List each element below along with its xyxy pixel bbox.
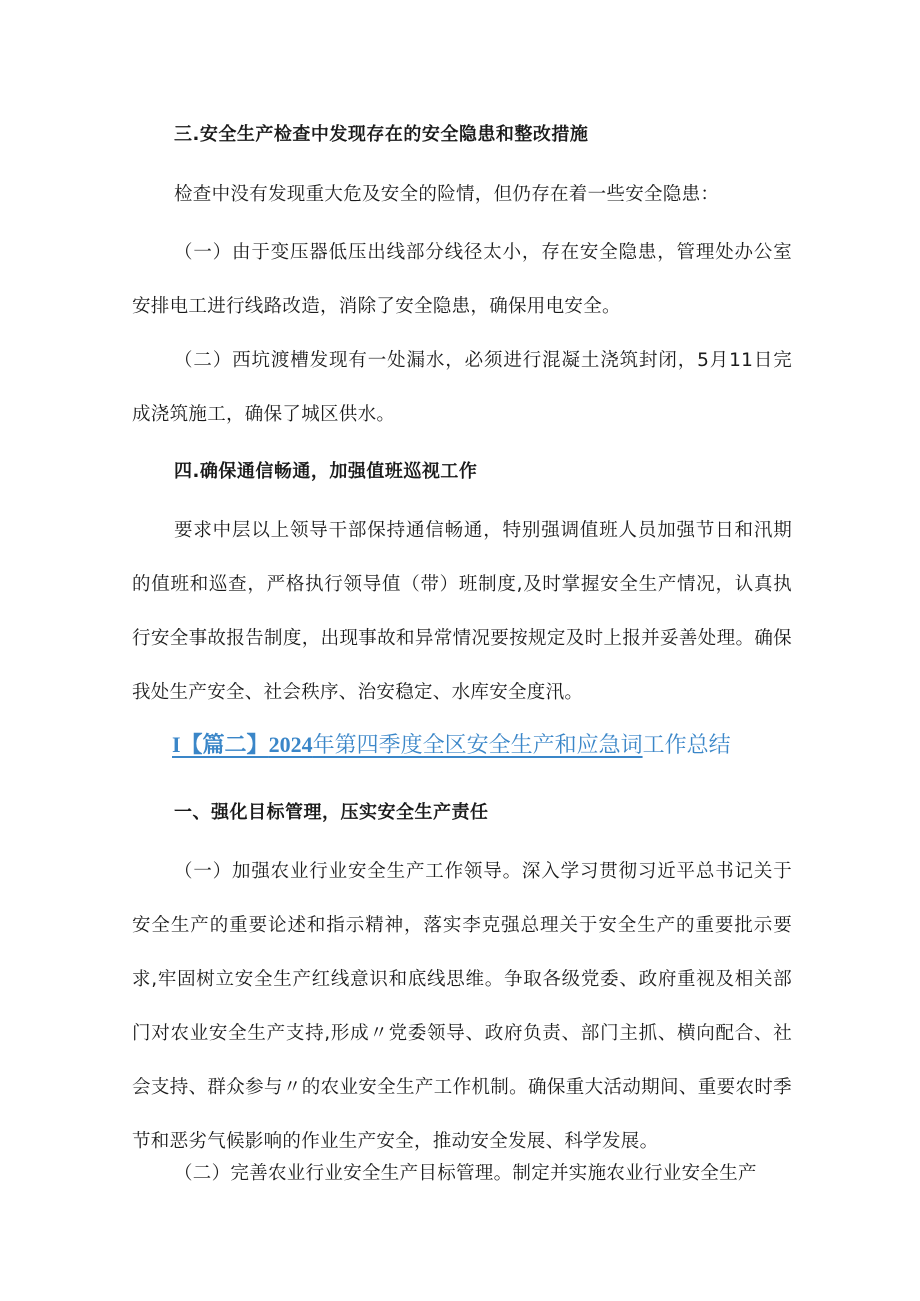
section-a-item-2: （二）完善农业行业安全生产目标管理。制定并实施农业行业安全生产 (174, 1163, 757, 1184)
section-3-heading: 三.安全生产检查中发现存在的安全隐患和整改措施 (174, 124, 589, 145)
article-2-title-link[interactable]: 年第四季度全区安全生产和应急词 (312, 733, 643, 758)
section-3-item-2: （二）西坑渡槽发现有一处漏水，必须进行混凝土浇筑封闭，5月11日完成浇筑施工，确保了城区供水。 (132, 350, 792, 425)
section-4-heading: 四.确保通信畅通，加强值班巡视工作 (174, 461, 478, 482)
article-2-title-year: 2024 (268, 732, 313, 757)
section-a-heading: 一、强化目标管理，压实安全生产责任 (174, 802, 489, 823)
section-3-item-1: （一）由于变压器低压出线部分线径太小，存在安全隐患，管理处办公室安排电工进行线路改造，消除了安全隐患，确保用电安全。 (132, 242, 792, 317)
article-2-title-rest: 工作总结 (642, 733, 731, 758)
section-a-item-1: （一）加强农业行业安全生产工作领导。深入学习贯彻习近平总书记关于安全生产的重要论述和指示精神，落实李克强总理关于安全生产的重要批示要求,牢固树立安全生产红线意识和底线思维。争取各级党委、政府重视及相关部门对农业安全生产支持,形成〃党委领导、政府负责、部门主抓、横向配合、社会支持、群众参与〃的农业安全生产工作机制。确保重大活动期间、重要农时季节和恶劣气候影响的作业生产安全，推动安全发展、科学发展。 (132, 861, 792, 1152)
article-2-title-marker: I【篇二】 (172, 732, 269, 757)
article-2-title[interactable] (172, 728, 872, 763)
section-3-intro: 检查中没有发现重大危及安全的险情，但仍存在着一些安全隐患： (174, 184, 720, 205)
section-4-body: 要求中层以上领导干部保持通信畅通，特别强调值班人员加强节日和汛期的值班和巡查，严格执行领导值（带）班制度,及时掌握安全生产情况，认真执行安全事故报告制度，出现事故和异常情况要按规定及时上报并妥善处理。确保我处生产安全、社会秩序、治安稳定、水库安全度汛。 (132, 520, 792, 703)
